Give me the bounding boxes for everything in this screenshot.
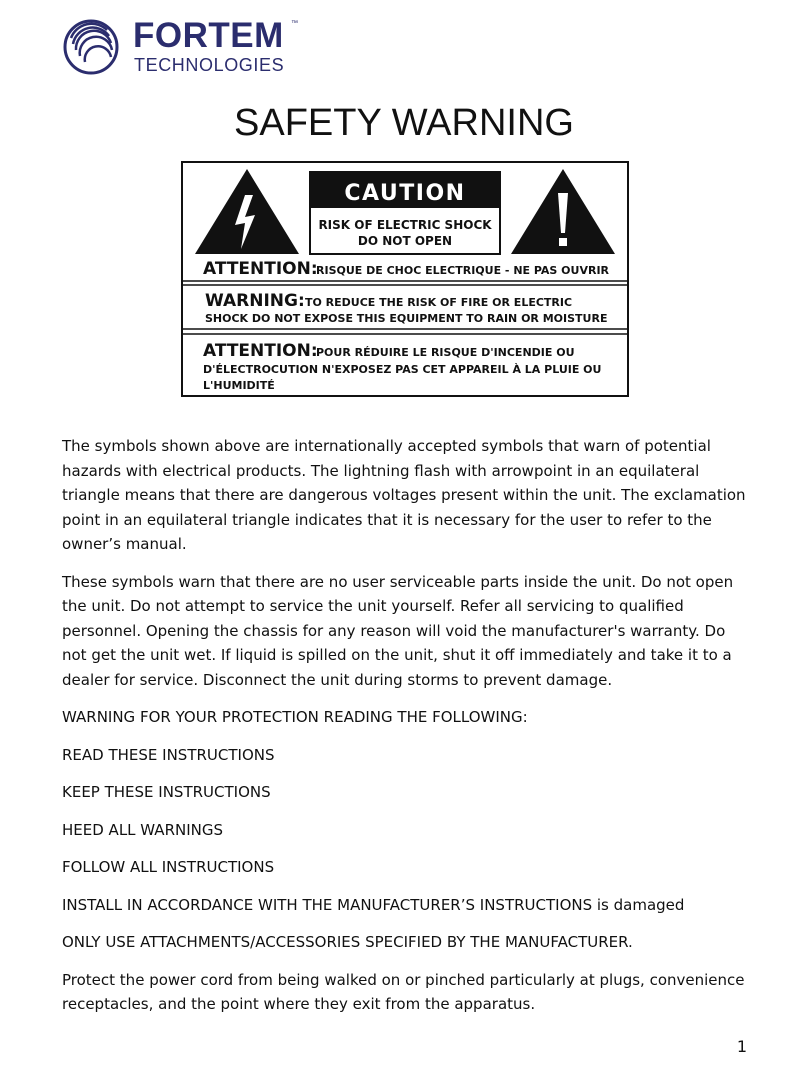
instruction-attachments: ONLY USE ATTACHMENTS/ACCESSORIES SPECIFIED BY THE MANUFACTURER. xyxy=(62,933,633,951)
paragraph-power-cord: Protect the power cord from being walked on or pinched particularly at plugs, convenience receptacles, and the point where they exit from the apparatus. xyxy=(62,970,745,1013)
risk-line-1: RISK OF ELECTRIC SHOCK xyxy=(318,218,492,232)
caution-label-graphic xyxy=(183,163,627,395)
warning-text-1: TO REDUCE THE RISK OF FIRE OR ELECTRIC xyxy=(305,296,573,309)
fortem-logo xyxy=(63,16,303,78)
warning-heading-line: WARNING FOR YOUR PROTECTION READING THE FOLLOWING: xyxy=(62,708,528,726)
attention-heading-2: ATTENTION: xyxy=(203,341,318,361)
risk-line-2: DO NOT OPEN xyxy=(357,234,453,248)
caution-heading: CAUTION xyxy=(344,181,466,206)
exclamation-triangle-icon xyxy=(511,169,615,254)
instruction-keep: KEEP THESE INSTRUCTIONS xyxy=(62,783,271,801)
lightning-triangle-icon xyxy=(195,169,299,254)
warning-heading: WARNING: xyxy=(205,291,305,311)
instruction-read: READ THESE INSTRUCTIONS xyxy=(62,745,275,764)
instruction-heed: HEED ALL WARNINGS xyxy=(62,820,224,839)
attention-text-2b: D'ÉLECTROCUTION N'EXPOSEZ PAS CET APPAREIL À LA PLUIE OU xyxy=(203,363,602,376)
logo-brand: FORTEM xyxy=(133,16,284,55)
page-number: 1 xyxy=(736,1037,747,1056)
paragraph-symbols: The symbols shown above are internationally accepted symbols that warn of potential hazards with electrical products. The lightning flash with arrowpoint in an equilateral triangle means that there are dangerous voltages present within the unit. The exclamation point in an equilateral triangle indicates that it is necessary for the user to refer to the owner’s manual. xyxy=(62,437,746,553)
page-title: SAFETY WARNING xyxy=(234,102,574,144)
attention-heading-1: ATTENTION: xyxy=(203,259,318,279)
document-body xyxy=(62,434,752,1030)
logo-swirl-icon xyxy=(63,16,125,78)
logo-subtitle: TECHNOLOGIES xyxy=(134,55,285,75)
paragraph-no-service: These symbols warn that there are no user serviceable parts inside the unit. Do not open the unit. Do not attempt to service the unit yourself. Refer all servicing to qualified personnel. Opening the chassis for any reason will void the manufacturer's warranty. Do not get the unit wet. If liquid is spilled on the unit, shut it off immediately and take it to a dealer for service. Disconnect the unit during storms to prevent damage. xyxy=(62,572,734,689)
instruction-follow: FOLLOW ALL INSTRUCTIONS xyxy=(62,858,275,876)
attention-text-2a: POUR RÉDUIRE LE RISQUE D'INCENDIE OU xyxy=(316,346,575,359)
caution-label xyxy=(181,161,629,397)
attention-text-2c: L'HUMIDITÉ xyxy=(203,379,275,392)
warning-text-2: SHOCK DO NOT EXPOSE THIS EQUIPMENT TO RAIN OR MOISTURE xyxy=(205,312,608,325)
attention-text-1: RISQUE DE CHOC ELECTRIQUE - NE PAS OUVRIR xyxy=(316,264,610,277)
logo-trademark: ™ xyxy=(291,20,298,27)
instruction-install: INSTALL IN ACCORDANCE WITH THE MANUFACTURER’S INSTRUCTIONS is damaged xyxy=(62,895,685,914)
